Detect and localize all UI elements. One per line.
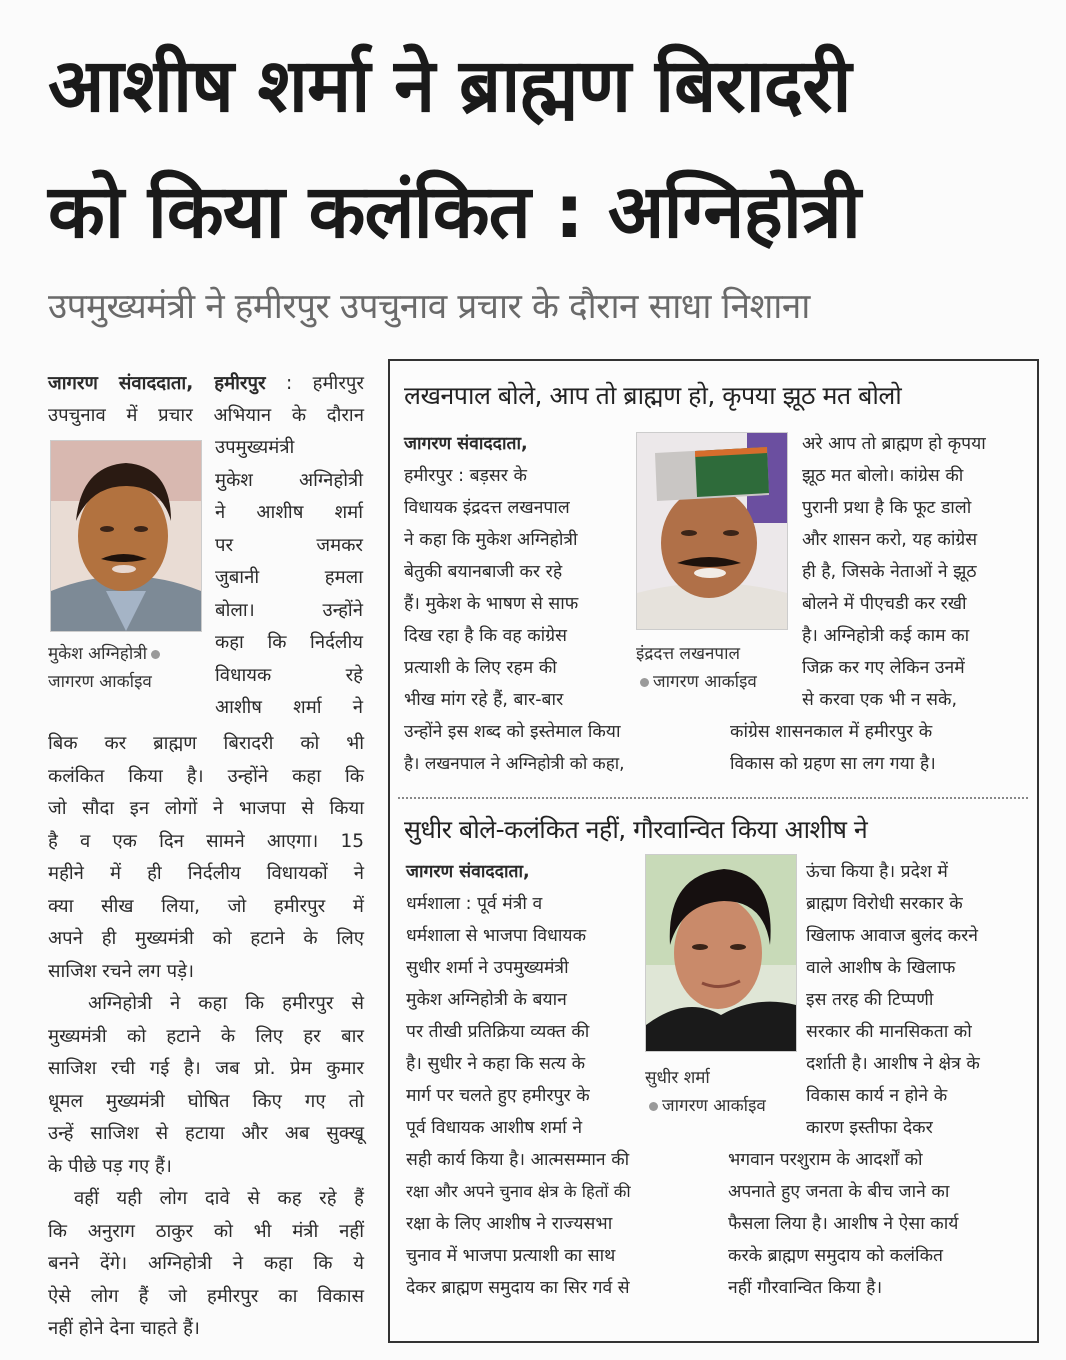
- text-line: सरकार की मानसिकता को: [806, 1022, 972, 1042]
- lakhanpal-caption-name: इंद्रदत्त लखनपाल: [636, 644, 741, 664]
- text-line: नहीं गौरवान्वित किया है।: [728, 1278, 883, 1298]
- text-line: है। अग्निहोत्री कई काम का: [802, 626, 970, 646]
- text-line: अपने ही मुख्यमंत्री को हटाने के लिए: [48, 928, 364, 949]
- text-line: रक्षा के लिए आशीष ने राज्यसभा: [406, 1214, 613, 1234]
- main-story-line: जागरण संवाददाता, हमीरपुर : हमीरपुर: [48, 373, 364, 394]
- text-line: ही है, जिसके नेताओं ने झूठ: [802, 562, 977, 582]
- text-line: पर तीखी प्रतिक्रिया व्यक्त की: [406, 1022, 590, 1042]
- text-line: धूमल मुख्यमंत्री घोषित किए गए तो: [48, 1090, 364, 1112]
- text-line: भगवान परशुराम के आदर्शों को: [728, 1150, 923, 1170]
- mukesh-photo: [50, 440, 202, 632]
- text-line: खिलाफ आवाज बुलंद करने: [806, 926, 979, 946]
- text-line: उपमुख्यमंत्री: [215, 437, 295, 458]
- text-line: जुबानी हमला: [215, 567, 363, 588]
- text-line: विधायक इंद्रदत्त लखनपाल: [404, 498, 570, 518]
- text-line: वहीं यही लोग दावे से कह रहे हैं: [74, 1188, 364, 1209]
- box-story-2-col2-tail: [728, 1144, 958, 1304]
- box-story-1-col1: [404, 428, 625, 780]
- text-line: हमीरपुर : बड़सर के: [404, 466, 527, 486]
- box-story-1-col2: [802, 428, 986, 716]
- text-line: बोलने में पीएचडी कर रखी: [802, 594, 967, 614]
- text-line: साजिश रची गई है। जब प्रो. प्रेम कुमार: [48, 1058, 364, 1079]
- text-line: जिक्र कर गए लेकिन उनमें: [802, 658, 965, 678]
- text-line: वाले आशीष के खिलाफ: [806, 958, 956, 978]
- text-line: देकर ब्राह्मण समुदाय का सिर गर्व से: [406, 1278, 630, 1298]
- text-line: प्रत्याशी के लिए रहम की: [404, 658, 557, 678]
- text-line: बोला। उन्होंने: [215, 599, 363, 621]
- sudhir-caption-credit: जागरण आर्काइव: [662, 1096, 766, 1116]
- text-line: अग्निहोत्री ने कहा कि हमीरपुर से: [88, 993, 364, 1014]
- sudhir-caption-name: सुधीर शर्मा: [645, 1068, 710, 1088]
- box-story-2-title: सुधीर बोले-कलंकित नहीं, गौरवान्वित किया आशीष ने: [404, 815, 868, 844]
- text-line: करके ब्राह्मण समुदाय को कलंकित: [728, 1246, 943, 1266]
- text-line: बनने देंगे। अग्निहोत्री ने कहा कि ये: [48, 1253, 364, 1274]
- text-line: जो सौदा इन लोगों ने भाजपा से किया: [48, 798, 364, 819]
- text-line: धर्मशाला से भाजपा विधायक: [406, 926, 587, 946]
- text-line: कलंकित किया है। उन्होंने कहा कि: [48, 765, 364, 787]
- text-line: मुख्यमंत्री को हटाने के लिए हर बार: [48, 1025, 364, 1047]
- bullet-icon: [649, 1102, 658, 1111]
- text-line: विकास को ग्रहण सा लग गया है।: [730, 754, 936, 774]
- text-line: पुरानी प्रथा है कि फूट डालो: [802, 498, 972, 518]
- text-line: मुकेश अग्निहोत्री: [215, 469, 363, 491]
- main-body-text: [48, 728, 364, 1346]
- main-story: [48, 368, 364, 401]
- box-story-1-title: लखनपाल बोले, आप तो ब्राह्मण हो, कृपया झूठ मत बोलो: [404, 381, 902, 410]
- text-line: नहीं होने देना चाहते हैं।: [48, 1318, 200, 1339]
- main-byline: जागरण संवाददाता, हमीरपुर: [48, 373, 266, 394]
- text-line: ने आशीष शर्मा: [215, 502, 363, 523]
- text-line: सही कार्य किया है। आत्मसम्मान की: [406, 1150, 630, 1170]
- text-line: ऐसे लोग हैं जो हमीरपुर का विकास: [48, 1285, 364, 1307]
- bullet-icon: [151, 650, 160, 659]
- text-line: है व एक दिन सामने आएगा। 15: [48, 830, 364, 852]
- sudhir-photo: [645, 854, 797, 1052]
- mukesh-caption-name: मुकेश अग्निहोत्री: [48, 644, 148, 664]
- text-line: दर्शाती है। आशीष ने क्षेत्र के: [806, 1054, 980, 1074]
- text-line: बेतुकी बयानबाजी कर रहे: [404, 562, 563, 582]
- headline-line-2: को किया कलंकित : अग्निहोत्री: [48, 169, 860, 255]
- text-line: झूठ मत बोलो। कांग्रेस की: [802, 466, 964, 486]
- text-line: अपनाते हुए जनता के बीच जाने का: [728, 1182, 950, 1202]
- subheadline: उपमुख्यमंत्री ने हमीरपुर उपचुनाव प्रचार के दौरान साधा निशाना: [48, 287, 810, 327]
- text-line: के पीछे पड़ गए हैं।: [48, 1155, 172, 1177]
- text-line: साजिश रचने लग पड़े।: [48, 960, 194, 982]
- box-story-1-col2-tail: [730, 716, 936, 780]
- beside-photo-text: [215, 432, 363, 725]
- text-line: कहा कि निर्दलीय: [215, 632, 363, 653]
- text-line: विधायक रहे: [215, 664, 363, 686]
- text-line: ब्राह्मण विरोधी सरकार के: [806, 894, 963, 914]
- text-line: मुकेश अग्निहोत्री के बयान: [406, 990, 567, 1010]
- mukesh-caption-credit: जागरण आर्काइव: [48, 672, 152, 692]
- sudhir-caption: [645, 1064, 766, 1120]
- text-line: विकास कार्य न होने के: [806, 1086, 948, 1106]
- bullet-icon: [640, 678, 649, 687]
- headline-line-1: आशीष शर्मा ने ब्राह्मण बिरादरी: [48, 43, 851, 129]
- text-line: हैं। मुकेश के भाषण से साफ: [404, 594, 579, 614]
- text-line: ने कहा कि मुकेश अग्निहोत्री: [404, 530, 578, 550]
- text-line: मार्ग पर चलते हुए हमीरपुर के: [406, 1086, 590, 1106]
- text-line: अरे आप तो ब्राह्मण हो कृपया: [802, 434, 986, 454]
- text-line: जागरण संवाददाता,: [406, 862, 530, 882]
- text-line: कांग्रेस शासनकाल में हमीरपुर के: [730, 722, 933, 742]
- sudhir-portrait-icon: [646, 855, 796, 1051]
- text-line: क्या सीख लिया, जो हमीरपुर में: [48, 895, 364, 917]
- text-line: है। सुधीर ने कहा कि सत्य के: [406, 1054, 586, 1074]
- text-line: दिख रहा है कि वह कांग्रेस: [404, 626, 567, 646]
- text-line: भीख मांग रहे हैं, बार-बार: [404, 690, 564, 710]
- box-story-2-col1: [406, 856, 631, 1304]
- text-line: पूर्व विधायक आशीष शर्मा ने: [406, 1118, 583, 1138]
- text-line: कारण इस्तीफा देकर: [806, 1118, 933, 1138]
- text-line: है। लखनपाल ने अग्निहोत्री को कहा,: [404, 754, 625, 774]
- text-line: बिक कर ब्राह्मण बिरादरी को भी: [48, 733, 364, 754]
- story-divider: [398, 797, 1028, 799]
- lakhanpal-portrait-icon: [637, 433, 787, 629]
- text-line: फैसला लिया है। आशीष ने ऐसा कार्य: [728, 1214, 959, 1234]
- mukesh-caption: [48, 640, 164, 696]
- text-line: रक्षा और अपने चुनाव क्षेत्र के हितों की: [406, 1182, 631, 1201]
- text-line: और शासन करो, यह कांग्रेस: [802, 530, 978, 550]
- text-line: सुधीर शर्मा ने उपमुख्यमंत्री: [406, 958, 569, 978]
- mukesh-portrait-icon: [51, 441, 201, 631]
- text-line: आशीष शर्मा ने: [215, 697, 363, 718]
- text-line: महीने में ही निर्दलीय विधायकों ने: [48, 863, 364, 884]
- lakhanpal-caption-credit: जागरण आर्काइव: [653, 672, 757, 692]
- text-line: जागरण संवाददाता,: [404, 434, 528, 454]
- text-line: चुनाव में भाजपा प्रत्याशी का साथ: [406, 1246, 616, 1266]
- lakhanpal-caption: [636, 640, 757, 696]
- lakhanpal-photo: [636, 432, 788, 630]
- text-line: से करवा एक भी न सके,: [802, 690, 958, 710]
- main-story-line-2: उपचुनाव में प्रचार अभियान के दौरान: [48, 405, 364, 426]
- box-story-2-col2: [806, 856, 980, 1144]
- text-line: कि अनुराग ठाकुर को भी मंत्री नहीं: [48, 1220, 364, 1242]
- text-line: उन्होंने इस शब्द को इस्तेमाल किया: [404, 722, 621, 742]
- text-line: इस तरह की टिप्पणी: [806, 990, 934, 1010]
- text-line: पर जमकर: [215, 534, 363, 556]
- text-line: धर्मशाला : पूर्व मंत्री व: [406, 894, 543, 914]
- text-line: उन्हें साजिश से हटाया और अब सुक्खू: [48, 1123, 364, 1144]
- text-line: ऊंचा किया है। प्रदेश में: [806, 862, 948, 882]
